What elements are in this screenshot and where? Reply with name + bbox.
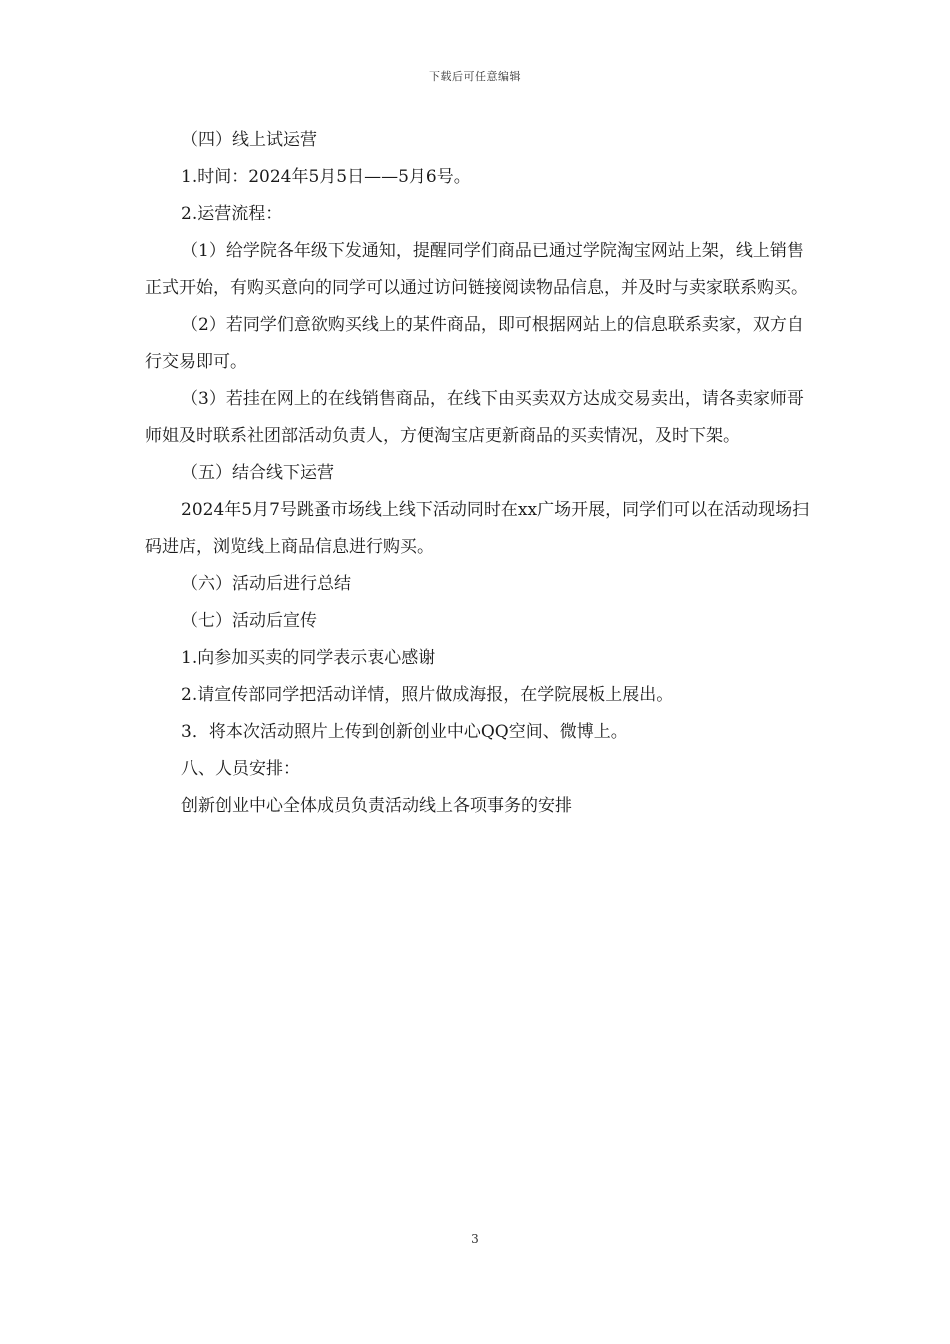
paragraph-staff: 创新创业中心全体成员负责活动线上各项事务的安排	[181, 796, 572, 816]
page-header: 下载后可任意编辑	[429, 70, 521, 83]
paragraph-process-step-1: （1）给学院各年级下发通知，提醒同学们商品已通过学院淘宝网站上架，线上销售正式开始，有购买意向的同学可以通过访问链接阅读物品信息，并及时与卖家联系购买。	[145, 241, 808, 298]
paragraph-poster: 2.请宣传部同学把活动详情，照片做成海报，在学院展板上展出。	[181, 685, 674, 705]
section-heading-8: 八、人员安排：	[181, 759, 300, 779]
section-heading-7: （七）活动后宣传	[181, 611, 317, 631]
paragraph-upload: 3．将本次活动照片上传到创新创业中心QQ空间、微博上。	[181, 722, 628, 742]
paragraph-process-step-2: （2）若同学们意欲购买线上的某件商品，即可根据网站上的信息联系卖家，双方自行交易即可。	[145, 315, 804, 372]
paragraph-thanks: 1.向参加买卖的同学表示衷心感谢	[181, 648, 436, 668]
section-heading-6: （六）活动后进行总结	[181, 574, 351, 594]
paragraph-offline: 2024年5月7号跳蚤市场线上线下活动同时在xx广场开展，同学们可以在活动现场扫码进店，浏览线上商品信息进行购买。	[145, 500, 810, 557]
document-body	[145, 122, 817, 825]
paragraph-time: 1.时间：2024年5月5日——5月6号。	[181, 167, 471, 187]
section-heading-5: （五）结合线下运营	[181, 463, 334, 483]
paragraph-process-label: 2.运营流程：	[181, 204, 283, 224]
page-number: 3	[471, 1232, 479, 1246]
section-heading-4: （四）线上试运营	[181, 130, 317, 150]
paragraph-process-step-3: （3）若挂在网上的在线销售商品，在线下由买卖双方达成交易卖出，请各卖家师哥师姐及时联系社团部活动负责人，方便淘宝店更新商品的买卖情况，及时下架。	[145, 389, 804, 446]
